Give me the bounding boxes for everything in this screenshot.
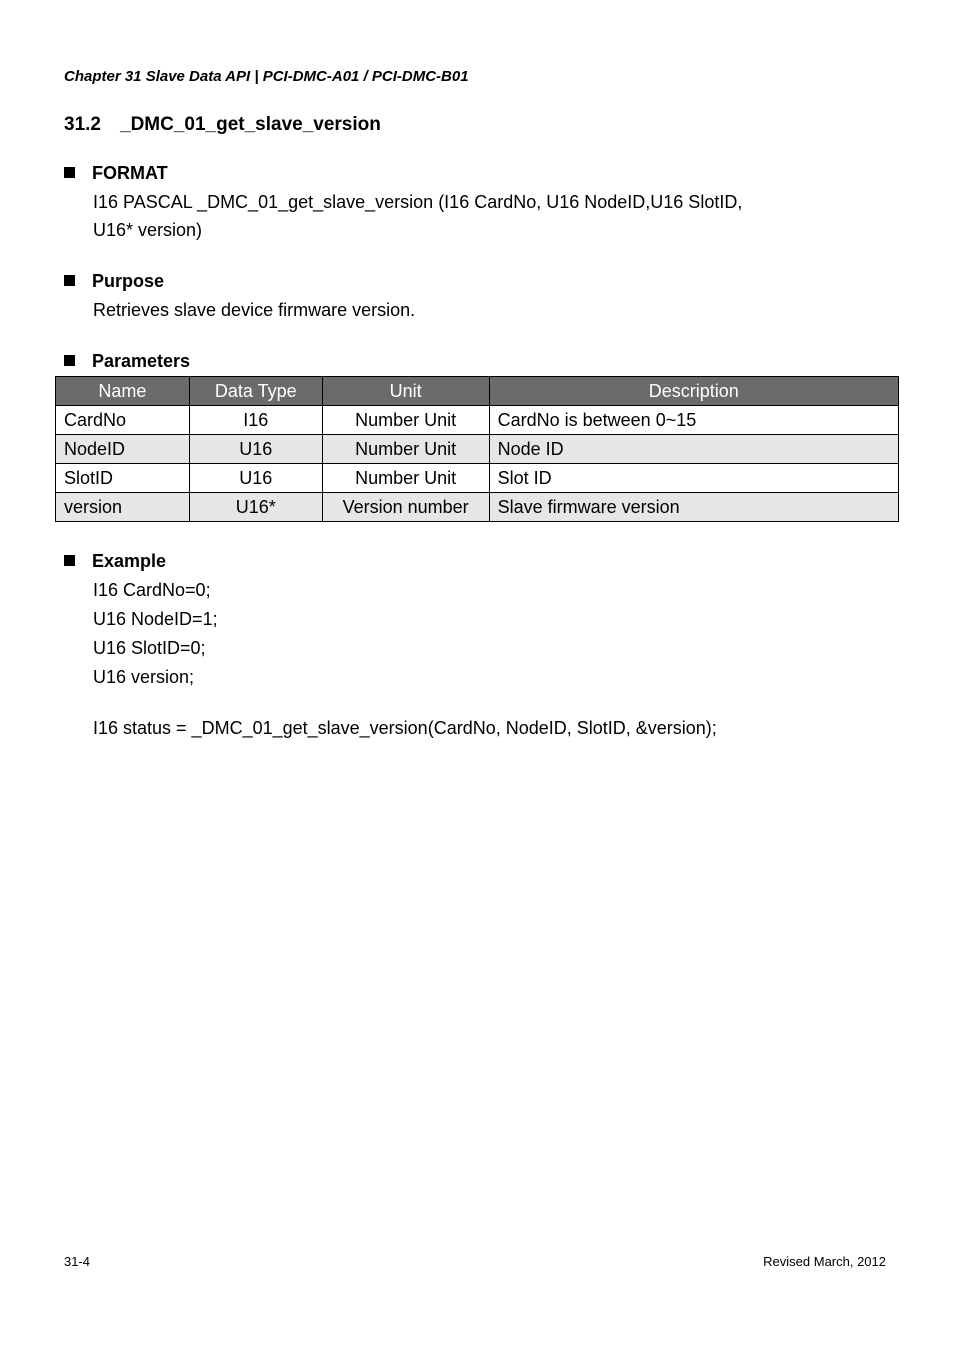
square-bullet-icon (64, 275, 75, 286)
chapter-header: Chapter 31 Slave Data API | PCI-DMC-A01 / PCI-DMC-B01 (64, 68, 469, 85)
table-row (56, 464, 899, 493)
column-header-data-type: Data Type (189, 377, 322, 406)
param-type-cell: U16 (189, 435, 322, 464)
purpose-heading-text: Purpose (92, 271, 165, 291)
revision-date: Revised March, 2012 (763, 1254, 886, 1269)
parameters-table (55, 376, 899, 522)
example-call-line: I16 status = _DMC_01_get_slave_version(CardNo, NodeID, SlotID, &version); (93, 718, 717, 738)
square-bullet-icon (64, 555, 75, 566)
example-line-1: I16 CardNo=0; (93, 580, 211, 600)
param-description-cell: Slot ID (489, 464, 898, 493)
purpose-text: Retrieves slave device firmware version. (93, 300, 416, 320)
example-heading-text: Example (92, 551, 167, 571)
section-number: 31.2 (64, 114, 101, 135)
table-row (56, 406, 899, 435)
param-unit-cell: Version number (322, 493, 489, 522)
param-unit-cell: Number Unit (322, 435, 489, 464)
param-type-cell: U16 (189, 464, 322, 493)
section-title (64, 114, 381, 136)
param-unit-cell: Number Unit (322, 406, 489, 435)
square-bullet-icon (64, 167, 75, 178)
example-line-3: U16 SlotID=0; (93, 638, 206, 658)
param-name-cell: CardNo (56, 406, 190, 435)
table-row (56, 435, 899, 464)
param-type-cell: I16 (189, 406, 322, 435)
param-unit-cell: Number Unit (322, 464, 489, 493)
section-title-text: _DMC_01_get_slave_version (120, 114, 381, 135)
param-description-cell: CardNo is between 0~15 (489, 406, 898, 435)
param-name-cell: version (56, 493, 190, 522)
table-header-row (56, 377, 899, 406)
format-heading (64, 163, 168, 184)
param-type-cell: U16* (189, 493, 322, 522)
example-line-4: U16 version; (93, 667, 195, 687)
column-header-unit: Unit (322, 377, 489, 406)
example-heading (64, 551, 166, 572)
parameters-heading (64, 351, 190, 372)
column-header-name: Name (56, 377, 190, 406)
table-row (56, 493, 899, 522)
format-line-1: I16 PASCAL _DMC_01_get_slave_version (I16 CardNo, U16 NodeID,U16 SlotID, (93, 192, 743, 212)
page-number: 31-4 (64, 1254, 91, 1269)
format-heading-text: FORMAT (92, 163, 168, 183)
format-line-2: U16* version) (93, 220, 203, 240)
column-header-description: Description (489, 377, 898, 406)
square-bullet-icon (64, 355, 75, 366)
param-name-cell: NodeID (56, 435, 190, 464)
purpose-heading (64, 271, 164, 292)
param-description-cell: Slave firmware version (489, 493, 898, 522)
parameters-heading-text: Parameters (92, 351, 191, 371)
param-name-cell: SlotID (56, 464, 190, 493)
example-line-2: U16 NodeID=1; (93, 609, 218, 629)
param-description-cell: Node ID (489, 435, 898, 464)
